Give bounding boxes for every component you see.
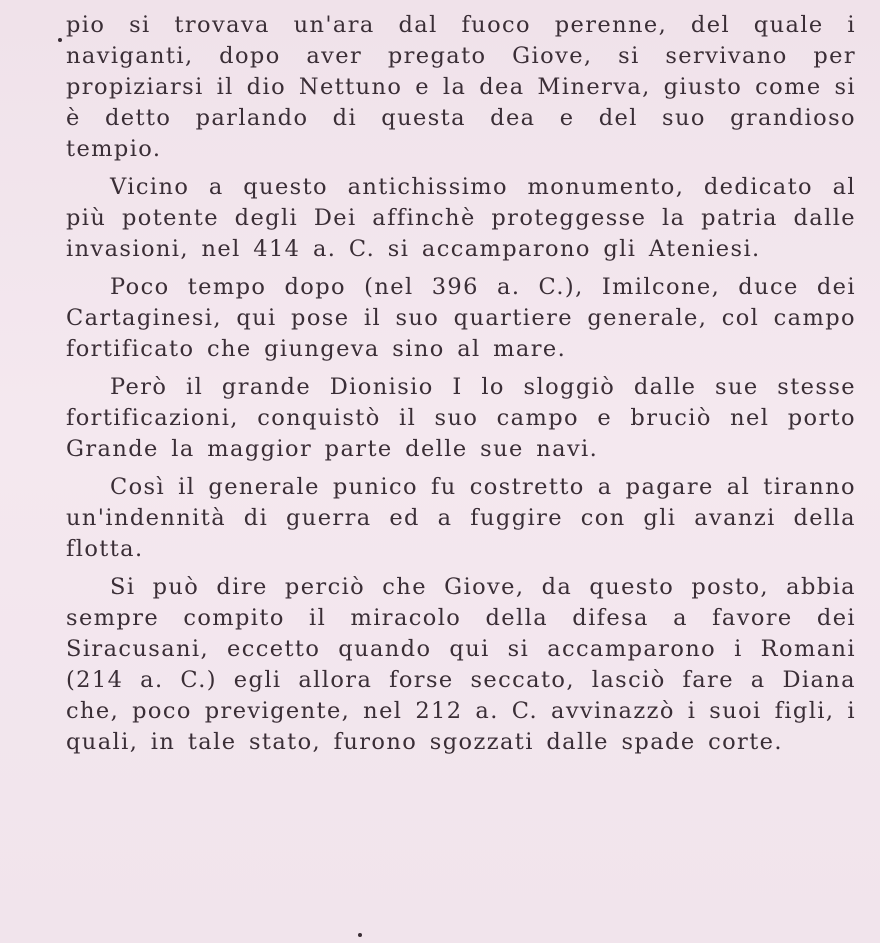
print-speck [58,38,62,42]
paragraph-athenians: Vicino a questo antichissimo monumento, dedicato al più potente degli Dei affinchè proteggesse la patria dalle invasioni, nel 414 a. C. si accamparono gli Ateniesi. [66,174,856,262]
paragraph-imilcone: Poco tempo dopo (nel 396 a. C.), Imilcone, duce dei Cartaginesi, qui pose il suo quartiere generale, col campo fortificato che giungeva sino al mare. [66,274,856,362]
paragraph-continuation: pio si trovava un'ara dal fuoco perenne, del quale i naviganti, dopo aver pregato Giove, si servivano per propiziarsi il dio Nettuno e la dea Minerva, giusto come si è detto parlando di questa dea e del suo grandioso tempio. [66,12,856,162]
paragraph-punic-general: Così il generale punico fu costretto a pagare al tiranno un'indennità di guerra ed a fuggire con gli avanzi della flotta. [66,474,856,562]
paragraph-giove-miracle: Si può dire perciò che Giove, da questo posto, abbia sempre compito il miracolo della difesa a favore dei Siracusani, eccetto quando qui si accamparono i Romani (214 a. C.) egli allora forse seccato, lasciò fare a Diana che, poco previgente, nel 212 a. C. avvinazzò i suoi figli, i quali, in tale stato, furono sgozzati dalle spade corte. [66,574,856,755]
paragraph-dionisio: Però il grande Dionisio I lo sloggiò dalle sue stesse fortificazioni, conquistò il suo campo e bruciò nel porto Grande la maggior parte delle sue navi. [66,374,856,462]
print-speck [358,933,362,937]
